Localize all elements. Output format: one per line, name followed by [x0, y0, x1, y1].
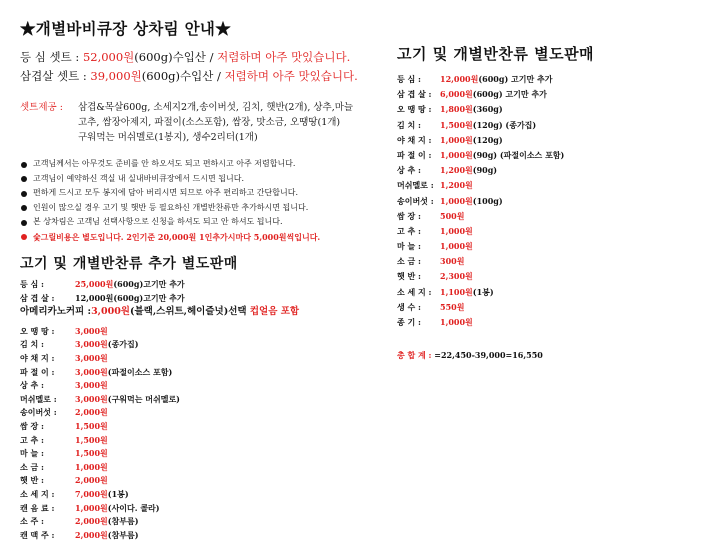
item-name: 소 금 : — [20, 461, 44, 472]
set-slash: / — [205, 50, 218, 64]
item-price: 1,000원 — [75, 461, 108, 472]
item-note: (구워먹는 머쉬멜로) — [107, 393, 180, 404]
set-unit: (600g)수입산 — [141, 69, 214, 83]
page-title: ★개별바비큐장 상차림 안내★ — [20, 19, 231, 38]
left-price-list — [20, 278, 400, 542]
composition-line: 구워먹는 머쉬멜로(1봉지), 생수2리터(1개) — [78, 132, 258, 143]
set-slash: / — [213, 69, 225, 83]
item-name: 햇 반 : — [20, 475, 44, 486]
item-price: 1,100원 — [440, 286, 473, 297]
item-note: (1봉) — [472, 286, 494, 297]
item-price: 3,000원 — [75, 339, 108, 350]
item-name: 생 수 : — [397, 301, 421, 312]
price-item — [20, 447, 400, 461]
item-price: 1,000원 — [440, 317, 473, 327]
item-price: 3,000원 — [75, 393, 108, 404]
item-name: 상 추 : — [20, 380, 44, 391]
right-price-list — [397, 72, 707, 330]
item-price: 2,000원 — [75, 475, 108, 486]
item-price: 1,200원 — [440, 165, 473, 176]
price-item — [397, 178, 707, 193]
item-name: 머쉬멜로 : — [397, 180, 434, 191]
item-note: (블랙,스위트,헤이즐넛)선택 — [130, 306, 247, 318]
item-note: (120g) (종가집) — [472, 119, 537, 130]
price-item — [397, 239, 707, 254]
price-item — [397, 209, 707, 224]
item-note: (100g) — [472, 195, 503, 206]
item-name: 햇 반 : — [397, 271, 421, 282]
set-row-pork-belly — [20, 67, 400, 86]
notice-item: 고객님께서는 아무것도 준비를 안 하오셔도 되고 편하시고 아주 저렴합니다. — [20, 157, 400, 172]
item-name: 등 심 : — [20, 279, 44, 289]
notice-item: 인원이 많으실 경우 고기 및 햇반 등 필요하신 개별반찬류만 추가하시면 됩니다. — [20, 201, 400, 216]
set-name: 등 심 셋트 : — [20, 50, 83, 64]
item-note: 12,000원(600g)고기만 추가 — [75, 292, 185, 303]
item-name: 캔 음 료 : — [20, 502, 55, 513]
left-column — [20, 18, 400, 542]
item-name: 김 치 : — [20, 339, 44, 350]
price-item — [397, 224, 707, 239]
set-menu-list — [20, 48, 400, 86]
set-comment: 저렴하며 아주 맛있습니다. — [224, 69, 358, 83]
price-item — [397, 285, 707, 300]
item-price: 1,200원 — [440, 180, 473, 191]
price-item — [397, 102, 707, 117]
item-price: 1,500원 — [75, 448, 108, 459]
item-name: 소 세 지 : — [20, 488, 55, 499]
price-item — [20, 338, 400, 352]
item-price: 2,300원 — [440, 271, 473, 282]
item-price: 1,800원 — [440, 104, 473, 115]
item-price: 1,500원 — [440, 119, 473, 130]
price-item — [397, 72, 707, 87]
grand-total — [397, 350, 707, 361]
composition-line: 삼겹&목살600g, 소세지2개,송이버섯, 김치, 햇반(2개), 상추,마늘 — [78, 102, 354, 113]
item-price: 3,000원 — [75, 366, 108, 377]
right-column — [397, 44, 707, 361]
item-name: 삼 겹 살 : — [397, 89, 432, 100]
item-name: 야 채 지 : — [20, 352, 55, 363]
notice-item: 편하게 드시고 모두 봉지에 담아 버리시면 되므로 아주 편리하고 간단합니다. — [20, 186, 400, 201]
set-price: 52,000원 — [82, 50, 135, 64]
price-item — [20, 434, 400, 448]
item-note: (90g) (파절이소스 포함) — [472, 149, 565, 160]
price-item — [397, 300, 707, 315]
price-item — [397, 133, 707, 148]
item-note: (종가집) — [107, 339, 139, 350]
set-name: 삼겹살 셋트 : — [20, 69, 91, 83]
item-note: (600g) 고기만 추가 — [478, 74, 553, 84]
item-name: 송이버섯 : — [397, 195, 434, 206]
set-price: 39,000원 — [90, 69, 142, 83]
item-price: 3,000원 — [91, 306, 130, 318]
price-item — [397, 163, 707, 178]
price-item — [397, 148, 707, 163]
item-note: (사이다. 콜라) — [107, 502, 160, 513]
item-price: 300원 — [440, 256, 465, 267]
price-item — [397, 315, 707, 330]
price-item — [20, 305, 400, 319]
price-item — [397, 269, 707, 284]
item-note: (파절이소스 포함) — [107, 366, 173, 377]
notice-item: 고객님이 예약하신 객실 내 실내바비큐장에서 드시면 됩니다. — [20, 172, 400, 187]
item-price: 2,000원 — [75, 529, 108, 540]
item-name: 파 절 이 : — [397, 149, 432, 160]
item-name: 고 추 : — [397, 225, 421, 236]
set-comment: 저렴하며 아주 맛있습니다. — [217, 50, 351, 64]
item-name: 소 세 지 : — [397, 286, 432, 297]
item-name: 김 치 : — [397, 119, 421, 130]
item-name: 송이버섯 : — [20, 407, 57, 418]
item-note: (참부름) — [107, 529, 139, 540]
item-price: 1,000원 — [440, 225, 473, 236]
item-price: 7,000원 — [75, 488, 108, 499]
left-section-heading: 고기 및 개별반찬류 추가 별도판매 — [20, 256, 238, 272]
item-price: 1,000원 — [440, 149, 473, 160]
set-unit: (600g)수입산 — [134, 50, 206, 64]
item-note: (참부름) — [107, 516, 139, 527]
item-name: 삼 겹 살 : — [20, 292, 55, 303]
item-note: (600g)고기만 추가 — [113, 279, 185, 289]
item-name: 오 땡 땅 : — [20, 325, 55, 336]
item-name: 오 땡 땅 : — [397, 104, 432, 115]
composition-text — [78, 100, 400, 145]
price-item — [20, 292, 400, 306]
item-name: 고 추 : — [20, 434, 44, 445]
price-item — [20, 406, 400, 420]
item-price: 500원 — [440, 210, 465, 221]
price-item — [397, 194, 707, 209]
item-price: 12,000원 — [440, 74, 479, 84]
price-item — [397, 254, 707, 269]
item-name: 쌈 장 : — [397, 210, 421, 221]
item-name: 상 추 : — [397, 165, 421, 176]
item-price: 25,000원 — [75, 279, 114, 289]
item-note: (360g) — [472, 104, 503, 115]
total-label: 총 합 계 : — [397, 350, 435, 361]
item-name: 파 절 이 : — [20, 366, 55, 377]
price-item — [20, 420, 400, 434]
item-name: 마 늘 : — [397, 241, 421, 252]
item-name: 소 주 : — [20, 516, 44, 527]
price-item — [20, 502, 400, 516]
item-name: 머쉬멜로 : — [20, 393, 57, 404]
price-item — [20, 488, 400, 502]
notice-item: 본 상차림은 고객님 선택사항으로 신청을 하셔도 되고 안 하셔도 됩니다. — [20, 215, 400, 230]
item-price: 1,000원 — [440, 241, 473, 252]
price-item — [20, 366, 400, 380]
item-name: 아메리카노커피 : — [20, 306, 92, 318]
set-row-sirloin — [20, 48, 400, 67]
price-item — [20, 515, 400, 529]
item-name: 마 늘 : — [20, 448, 44, 459]
item-name: 등 심 : — [397, 74, 421, 84]
notice-list — [20, 157, 400, 244]
item-extra: 컵얼음 포함 — [246, 306, 300, 318]
item-note: (1봉) — [107, 488, 129, 499]
item-price: 3,000원 — [75, 352, 108, 363]
price-item — [20, 352, 400, 366]
item-price: 2,000원 — [75, 407, 108, 418]
price-item — [397, 118, 707, 133]
composition-label: 셋트제공 : — [20, 102, 63, 113]
item-name: 캔 맥 주 : — [20, 529, 55, 540]
price-item — [20, 529, 400, 542]
item-price: 2,000원 — [75, 516, 108, 527]
item-name: 쌈 장 : — [20, 420, 44, 431]
item-price: 1,000원 — [440, 134, 473, 145]
price-item — [20, 278, 400, 292]
item-name: 종 기 : — [397, 317, 421, 327]
item-name: 야 채 지 : — [397, 134, 432, 145]
price-item — [20, 379, 400, 393]
item-price: 1,000원 — [440, 195, 473, 206]
price-item — [397, 87, 707, 102]
item-price: 550원 — [440, 301, 465, 312]
item-price: 3,000원 — [75, 325, 108, 336]
set-composition — [20, 100, 400, 145]
price-item — [20, 461, 400, 475]
item-price: 3,000원 — [75, 380, 108, 391]
item-price: 1,500원 — [75, 420, 108, 431]
price-item — [20, 325, 400, 339]
item-price: 1,500원 — [75, 434, 108, 445]
item-price: 6,000원 — [440, 89, 473, 100]
price-item — [20, 474, 400, 488]
right-section-heading: 고기 및 개별반찬류 별도판매 — [397, 45, 595, 63]
item-note: (120g) — [472, 134, 503, 145]
item-price: 1,000원 — [75, 502, 108, 513]
item-note: (600g) 고기만 추가 — [472, 89, 547, 100]
item-note: (90g) — [472, 165, 498, 176]
price-item — [20, 393, 400, 407]
notice-item-grill-fee: 숯그릴비용은 별도입니다. 2인기준 20,000원 1인추가시마다 5,000원씩입니다. — [20, 230, 400, 245]
composition-line: 고추, 쌈장아제지, 파절이(소스포함), 쌈장, 맛소금, 오땡땅(1개) — [78, 117, 341, 128]
item-name: 소 금 : — [397, 256, 421, 267]
total-value: =22,450-39,000=16,550 — [434, 350, 543, 361]
